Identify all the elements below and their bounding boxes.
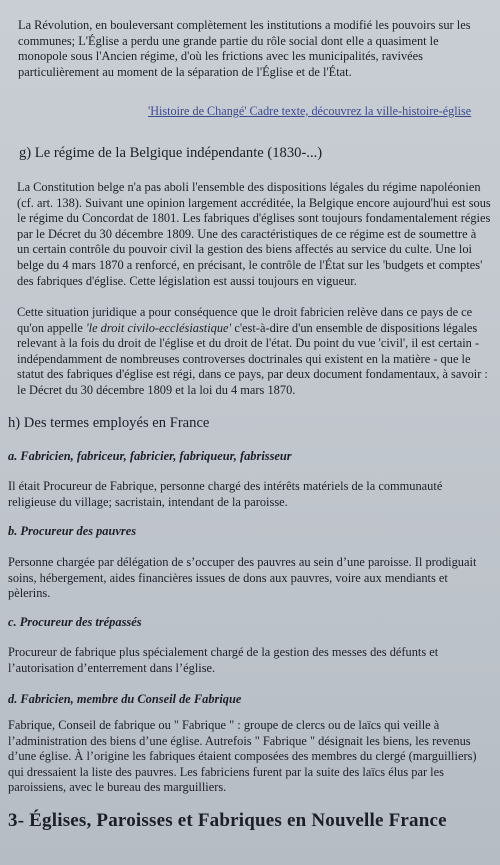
term-d-text: Fabrique, Conseil de fabrique ou " Fabrique " : groupe de clercs ou de laïcs qui veille à l’administration des biens d’une église. Autrefois " Fabrique " désignait les biens, les revenus d’une église. À l’origine les fabriques étaient composées des membres du clergé (marguilliers) qui dressaient la liste des pauvres. Les fabriciens furent par la suite des laïcs élus par les paroissiens, avec le bureau des marguilliers. — [8, 718, 477, 795]
term-d-title: d. Fabricien, membre du Conseil de Fabrique — [8, 692, 242, 706]
intro-paragraph: La Révolution, en bouleversant complètement les institutions a modifié les pouvoirs sur les communes; L'Église a perdu une grande partie du rôle social dont elle a quasiment le monopole sous l'Ancien régime, d'où les frictions avec les municipalités, ravivées particulièrement au moment de la séparation de l'Église et de l'État. — [18, 18, 471, 79]
changé-history-link[interactable]: 'Histoire de Changé' Cadre texte, découvrez la ville-histoire-église — [148, 104, 472, 118]
para2-text-start: Cette situation juridique a pour conséquence que le droit fabricien relève dans ce pays de ce qu'on appelle — [17, 305, 473, 335]
term-a-text: Il était Procureur de Fabrique, personne chargé des intérêts matériels de la communauté religieuse du village; sacristain, intendant de la paroisse. — [8, 479, 443, 509]
term-a-title: a. Fabricien, fabriceur, fabricier, fabriqueur, fabrisseur — [8, 449, 292, 463]
term-c-text: Procureur de fabrique plus spécialement chargé de la gestion des messes des défunts et l’autorisation d’enterrement dans l’église. — [8, 645, 439, 675]
droit-civilo-ecclesiastique-term: 'le droit civilo-ecclésiastique' — [85, 320, 232, 335]
term-b-title: b. Procureur des pauvres — [8, 524, 137, 538]
term-b-text: Personne chargée par délégation de s’occuper des pauvres au sein d’une paroisse. Il prodiguait soins, hébergement, aides financières issues de dons aux pauvres, voire aux mendiants et pèlerins. — [8, 555, 477, 601]
section-g-paragraph-1: La Constitution belge n'a pas aboli l'ensemble des dispositions légales du régime napoléonien (cf. art. 138). Suivant une opinion largement accréditée, la Belgique encore aujourd'hui est sous le régime du Concordat de 1801. Les fabriques d'églises sont toujours fondamentalement régies par le Décret du 30 décembre 1809. Une des caractéristiques de ce régime est de soumettre à un certain contrôle du pouvoir civil la gestion des biens affectés au service du culte. Une loi belge du 4 mars 1870 a renforcé, en précisant, le contrôle de l'État sur les 'budgets et comptes' des fabriques d'église. Cette législation est aussi toujours en vigueur. — [17, 180, 491, 288]
section-h-heading: h) Des termes employés en France — [8, 415, 210, 431]
section-g-paragraph-2 — [17, 305, 491, 399]
section-3-heading: 3- Églises, Paroisses et Fabriques en Nouvelle France — [8, 810, 447, 831]
para2-text-end: c'est-à-dire d'un ensemble de dispositions légales relevant à la fois du droit de l'église et du droit de l'état. Du point du vue 'civil', il est certain - indépendamment de nombreuses controverses doctrinales qui existent en la matière - que le statut des fabriques d'église est régi, dans ce pays, par deux document fondamentaux, à savoir : le Décret du 30 décembre 1809 et la loi du 4 mars 1870. — [17, 320, 488, 397]
section-g-heading: g) Le régime de la Belgique indépendante (1830-...) — [19, 145, 323, 161]
term-c-title: c. Procureur des trépassés — [8, 615, 142, 629]
